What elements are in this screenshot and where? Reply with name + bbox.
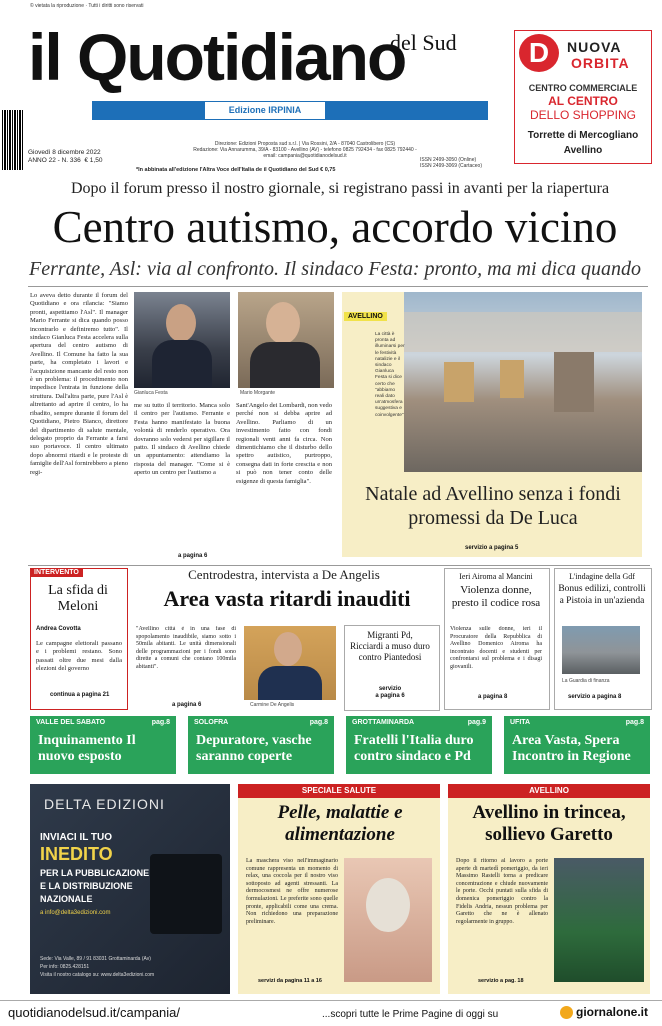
natale-side-text: La città è pronta ad illuminarsi per le festività natalizie e il sindaco Gianluca Festa si dice certo che "abbiamo reali dato un'atmosfera suggestiva e coinvolgente" [375, 332, 405, 418]
caption-festa: Gianluca Festa [134, 390, 168, 396]
delta-brand: DELTA EDIZIONI [44, 796, 165, 812]
photo-gdf [562, 626, 640, 674]
issue-price: € 1,50 [84, 157, 103, 164]
green-box-title: Area Vasta, Spera Incontro in Regione [512, 733, 631, 764]
gdf-title[interactable]: Bonus edilizi, controlli a Pistoia in un'azienda [558, 584, 646, 606]
edition-label: Edizione IRPINIA [205, 102, 325, 119]
lead-column-2: me su tutto il territorio. Manca solo il centro per l'autismo. Ferrante e Festa hanno manifestato la buona volontà di renderlo operativo. Ora dovranno solo vedersi per sigillare il patto. Il sindaco di Avellino chiede un appuntamento: attendiamo la risposta del manager. "Come si è aperto un centro per l'autismo a [134, 402, 230, 477]
salute-text: La maschera viso nell'immaginario comune rappresenta un momento di relax, una coccola per il nostro viso sottoposto ad agenti stressanti. La dermocosmesi ne offre numerose formulazioni. Le preferite sono quelle pronte, applicabili come una crema. Non richiedono una preparazione preliminare. [246, 858, 338, 925]
green-box-title: Fratelli l'Italia duro contro sindaco e Pd [354, 733, 474, 764]
deangelis-text: "Avellino città è in una fase di spopolamento inaudibile, siamo sotto i 50mila abitanti. Le unità dimensionali delle programmazioni per i fondi sono dirette a comuni che contano 100mila abitanti". [136, 626, 236, 670]
issue-info [28, 149, 102, 165]
calcio-text: Dopo il ritorno al lavoro a porte aperte di martedì pomeriggio, da ieri Massimo Rastelli torna a predicare concentrazione e chiude nuovamente le porte. Occhi puntati sulla sfida di domenica pomeriggio contro la Fidelis Andria, nessun problema per Garetto che ne è allenato regolarmente in gruppo. [456, 858, 548, 925]
publisher-info [190, 141, 420, 159]
intervento-tag: INTERVENTO [30, 568, 83, 577]
ad-nuova-orbita[interactable] [514, 30, 652, 164]
salute-tag: SPECIALE SALUTE [238, 784, 440, 798]
delta-site: Visita il nostro catalogo su: www.delta3edizioni.com [40, 972, 155, 978]
divider [28, 286, 648, 287]
delta-addr: Sede: Via Valle, 89 / 91 83031 Grottaminarda (Av) [40, 956, 151, 962]
barcode [2, 110, 24, 170]
intervento-link[interactable]: continua a pagina 21 [50, 692, 110, 698]
orbita-brand2: ORBITA [571, 55, 630, 71]
caption-morgante: Mario Morgante [240, 390, 276, 396]
green-box-tag: SOLOFRA [194, 719, 229, 726]
delta-l1: INVIACI IL TUO [40, 832, 113, 843]
deangelis-headline[interactable]: Area vasta ritardi inauditi [163, 586, 411, 611]
green-box-page: pag.8 [625, 719, 644, 726]
delta-l3: PER LA PUBBLICAZIONE [40, 868, 150, 878]
redaction-line: Redazione: Via Annarumma, 39/A - 83100 - Avellino (AV) - telefono 0825 792434 - fax 0825 792440 - [193, 147, 417, 153]
salute-link[interactable]: servizi da pagina 11 a 16 [258, 978, 322, 984]
delta-l2: INEDITO [40, 844, 113, 864]
green-box-tag: VALLE DEL SABATO [36, 719, 106, 726]
green-box-1[interactable] [30, 716, 176, 774]
calcio-link[interactable]: servizio a pag. 18 [478, 978, 524, 984]
green-box-2[interactable] [188, 716, 334, 774]
lead-column-1: Lo aveva detto durante il forum del Quotidiano e ora rilancia: "Siamo pronti, aspettiamo l'Asl". Il manager Mario Ferrante si dica quando posso incontrarlo e definiremo tutto". Il sindaco Gianluca Festa accelera sulla apertura del centro autismo di Avellino. Il Comune ha fatto la sua parte, ha completato i lavori e l'acquisizione mancante del resto non è un problema: il procedimento non impedisce l'entrata in funzione della struttura. Dall'altra parte, pure l'Asl è altrettanto ad aprire il centro, lo ha ribadito, sempre durante il forum del Quotidiano, Pietro Bianco, direttore del dipartimento di salute mentale, delegato proprio da Ferrante a farsi suo portavoce. Il centro ultimato dopo abnormi ritardi e le proteste di famiglie dell'Asl fornirebbero a pieno regi- [30, 292, 128, 476]
lead-subhead: Ferrante, Asl: via al confronto. Il sindaco Festa: pronto, ma mi dica quando [29, 258, 641, 280]
green-box-tag: UFITA [510, 719, 531, 726]
footer-divider [0, 1000, 662, 1001]
natale-link[interactable]: servizio a pagina 5 [465, 545, 519, 551]
lead-headline[interactable]: Centro autismo, accordo vicino [52, 202, 618, 252]
orbita-brand: NUOVA [567, 39, 622, 55]
green-box-3[interactable] [346, 716, 492, 774]
orbita-line2: AL CENTRO [548, 94, 618, 108]
delta-l5: NAZIONALE [40, 894, 93, 904]
footer-brand[interactable]: giornalone.it [576, 1005, 648, 1019]
direction-line: Direzione: Edizioni Proposta sud s.r.l. | Via Rossini, 2/A - 87040 Castrolibero (CS) [214, 141, 396, 147]
salute-headline[interactable]: Pelle, malattie e alimentazione [277, 802, 403, 845]
photo-morgante [238, 292, 334, 388]
migranti-link[interactable] [350, 686, 430, 700]
calcio-tag: AVELLINO [448, 784, 650, 798]
masthead-title: il Quotidiano [28, 20, 406, 94]
divider-2 [28, 565, 650, 566]
orbita-line5: Avellino [563, 145, 603, 156]
ad-delta-edizioni[interactable] [30, 784, 230, 994]
green-box-title: Depuratore, vasche saranno coperte [196, 733, 312, 764]
violenza-link[interactable]: a pagina 8 [478, 694, 508, 700]
natale-headline[interactable]: Natale ad Avellino senza i fondi promessi da De Luca [365, 483, 621, 529]
issue-number: ANNO 22 - N. 336 [28, 157, 81, 164]
green-box-title: Inquinamento Il nuovo esposto [38, 733, 136, 764]
giornalone-icon [560, 1006, 573, 1019]
deangelis-link[interactable]: a pagina 6 [172, 702, 202, 708]
issn-online: ISSN 2499-3050 (Online) [420, 157, 477, 163]
caption-gdf: La Guardia di finanza [562, 678, 610, 684]
calcio-headline[interactable]: Avellino in trincea, sollievo Garetto [472, 802, 626, 845]
intervento-text: Le campagne elettorali passano e i problemi restano. Sono passati oltre due mesi dalla elezioni del governo [36, 640, 122, 673]
migranti-title[interactable]: Migranti Pd, Ricciardi a muso duro contro Piantedosi [350, 630, 430, 662]
photo-deangelis [244, 626, 336, 700]
lead-column-3: Sant'Angelo dei Lombardi, non vedo perché non si debba aprire ad Avellino. Parliamo di un investimento fatto con fondi regionali venti anni fa circa. Non dimentichiamo che il disturbo dello spettro autistico, purtroppo, consegna dati in forte crescita e non si può non tener conto delle esigenze di questa famiglia". [236, 402, 332, 485]
green-box-4[interactable] [504, 716, 650, 774]
email-line: email: campania@quotidianodelsud.it [263, 153, 347, 159]
issn-block [420, 157, 482, 169]
violenza-title[interactable]: Violenza donne, presto il codice rosa [451, 584, 541, 609]
photo-festa [134, 292, 230, 388]
delta-tel: Per info: 0825.428151 [40, 964, 90, 970]
issue-date: Giovedì 8 dicembre 2022 [28, 149, 101, 156]
photo-natale [404, 292, 642, 472]
copyright-note: © vietata la riproduzione · Tutti i diritti sono riservati [30, 3, 144, 9]
gdf-kicker: L'indagine della Gdf [569, 572, 635, 581]
orbita-line3: DELLO SHOPPING [529, 108, 637, 122]
gdf-link[interactable]: servizio a pagina 8 [568, 694, 622, 700]
green-box-page: pag.8 [309, 719, 328, 726]
footer-left-link[interactable]: quotidianodelsud.it/campania/ [8, 1005, 181, 1020]
lead-overline: Dopo il forum presso il nostro giornale, si registrano passi in avanti per la riapertura [70, 180, 610, 197]
issn-print: ISSN 2499-3069 (Cartaceo) [420, 163, 482, 169]
orbita-logo-icon: D [519, 34, 559, 72]
orbita-line1: CENTRO COMMERCIALE [528, 83, 638, 93]
green-box-page: pag.9 [467, 719, 486, 726]
masthead-subtitle: del Sud [390, 30, 457, 55]
orbita-line4: Torrette di Mercogliano [527, 130, 639, 141]
footer-right-text: ...scopri tutte le Prime Pagine di oggi su [322, 1009, 499, 1020]
abbinamento-note: *In abbinata all'edizione l'Altra Voce dell'Italia de il Quotidiano del Sud € 0,75 [136, 167, 336, 173]
lead-page-link[interactable]: a pagina 6 [178, 553, 208, 559]
natale-tag: AVELLINO [344, 312, 387, 321]
violenza-text: Violenza sulle donne, ieri il Procuratore della Repubblica di Avellino Domenico Airoma ha incontrato docenti e studenti per confrontarsi sul problema e i disagi giovanili. [450, 626, 542, 670]
typewriter-icon [150, 854, 222, 934]
intervento-title[interactable]: La sfida di Meloni [48, 583, 108, 614]
photo-calcio [554, 858, 644, 982]
caption-deangelis: Carmine De Angelis [250, 702, 295, 708]
delta-email: a info@delta3edizioni.com [40, 910, 111, 916]
green-box-tag: GROTTAMINARDA [352, 719, 415, 726]
green-box-page: pag.8 [151, 719, 170, 726]
migranti-link-1: servizio [378, 686, 402, 692]
photo-salute [344, 858, 432, 982]
delta-l4: E LA DISTRIBUZIONE [40, 881, 133, 891]
deangelis-kicker: Centrodestra, intervista a De Angelis [188, 567, 380, 582]
migranti-link-2: a pagina 6 [375, 693, 405, 699]
intervento-author: Andrea Covotta [36, 626, 81, 632]
violenza-kicker: Ieri Airoma al Mancini [459, 572, 533, 581]
